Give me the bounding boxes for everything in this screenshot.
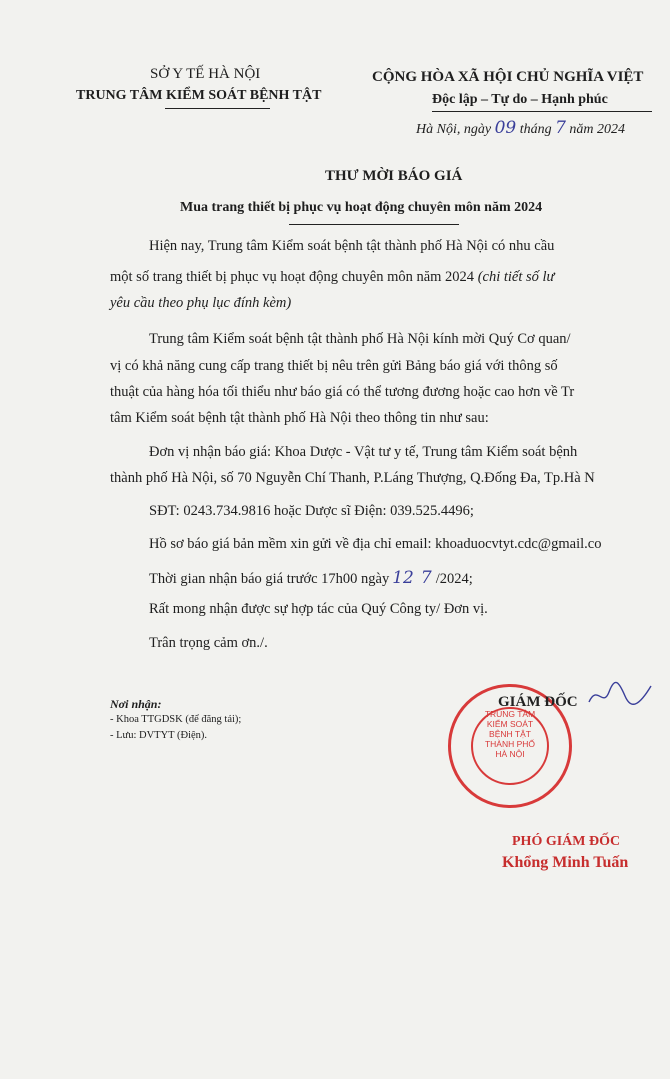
deadline-month-handwritten: 7 (420, 568, 432, 588)
document-date (416, 118, 625, 138)
document-subtitle: Mua trang thiết bị phục vụ hoạt động chuyên môn năm 2024 (180, 200, 543, 215)
deadline-prefix: Thời gian nhận báo giá trước 17h00 ngày (149, 571, 390, 587)
document-title: THƯ MỜI BÁO GIÁ (325, 168, 463, 184)
paragraph-closing: Trân trọng cảm ơn./. (149, 635, 268, 651)
stamp-text (451, 709, 569, 759)
paragraph-1-line-2-text: một số trang thiết bị phục vụ hoạt động chuyên môn năm 2024 (110, 269, 475, 285)
national-motto: Độc lập – Tự do – Hạnh phúc (432, 92, 608, 107)
paragraph-3-line-1: Đơn vị nhận báo giá: Khoa Dược - Vật tư y tế, Trung tâm Kiểm soát bệnh (149, 444, 578, 460)
deadline-day-handwritten: 12 (392, 568, 414, 588)
paragraph-1-line-1: Hiện nay, Trung tâm Kiểm soát bệnh tật thành phố Hà Nội có nhu cầu (149, 238, 555, 254)
signatory-role: PHÓ GIÁM ĐỐC (512, 834, 621, 849)
stamp-text-line: BỆNH TẬT (489, 729, 531, 739)
motto-underline (432, 111, 652, 112)
paragraph-cooperation: Rất mong nhận được sự hợp tác của Quý Công ty/ Đơn vị. (149, 601, 488, 617)
stamp-text-line: THÀNH PHỐ (484, 739, 536, 749)
paragraph-1-line-2-italic: (chi tiết số lư (477, 269, 555, 285)
signatory-title: GIÁM ĐỐC (498, 694, 578, 710)
deadline-suffix: /2024; (435, 571, 473, 587)
date-month-label: tháng (519, 122, 552, 137)
paragraph-deadline (149, 568, 473, 588)
paragraph-2-line-4: tâm Kiểm soát bệnh tật thành phố Hà Nội theo thông tin như sau: (110, 410, 489, 426)
stamp-text-line: HÀ NỘI (495, 749, 525, 759)
national-title: CỘNG HÒA XÃ HỘI CHỦ NGHĨA VIỆT (372, 69, 644, 85)
date-day-handwritten: 09 (494, 118, 517, 138)
organization-name: TRUNG TÂM KIỂM SOÁT BỆNH TẬT (76, 88, 322, 103)
signatory-name: Khổng Minh Tuấn (502, 854, 629, 871)
paragraph-3-line-2: thành phố Hà Nội, số 70 Nguyễn Chí Thanh, P.Láng Thượng, Q.Đống Đa, Tp.Hà N (110, 470, 595, 486)
signature-scribble-icon (585, 678, 655, 712)
stamp-text-line: TRUNG TÂM (484, 709, 536, 719)
recipient-item: - Khoa TTGDSK (để đăng tải); (110, 714, 242, 725)
stamp-text-line: KIỂM SOÁT (486, 719, 534, 729)
subtitle-underline (289, 224, 459, 225)
date-year: năm 2024 (569, 122, 626, 137)
paragraph-email: Hồ sơ báo giá bản mềm xin gửi về địa chỉ email: khoaduocvtyt.cdc@gmail.co (149, 536, 602, 552)
recipient-item: - Lưu: DVTYT (Điện). (110, 730, 208, 741)
paragraph-1-line-2 (110, 269, 554, 286)
ministry-name: SỞ Y TẾ HÀ NỘI (150, 66, 261, 82)
paragraph-phone: SĐT: 0243.734.9816 hoặc Dược sĩ Điện: 039.525.4496; (149, 503, 474, 519)
recipients-heading: Nơi nhận: (110, 697, 162, 711)
paragraph-2-line-2: vị có khả năng cung cấp trang thiết bị nêu trên gửi Bảng báo giá với thông số (110, 358, 558, 374)
organization-underline (165, 108, 270, 109)
date-month-handwritten: 7 (555, 118, 566, 138)
paragraph-2-line-1: Trung tâm Kiểm soát bệnh tật thành phố Hà Nội kính mời Quý Cơ quan/ (149, 331, 571, 347)
date-prefix: Hà Nội, ngày (416, 122, 492, 137)
paragraph-2-line-3: thuật của hàng hóa tối thiểu như báo giá có thể tương đương hoặc cao hơn về Tr (110, 384, 575, 400)
paragraph-1-line-3: yêu cầu theo phụ lục đính kèm) (110, 295, 292, 311)
